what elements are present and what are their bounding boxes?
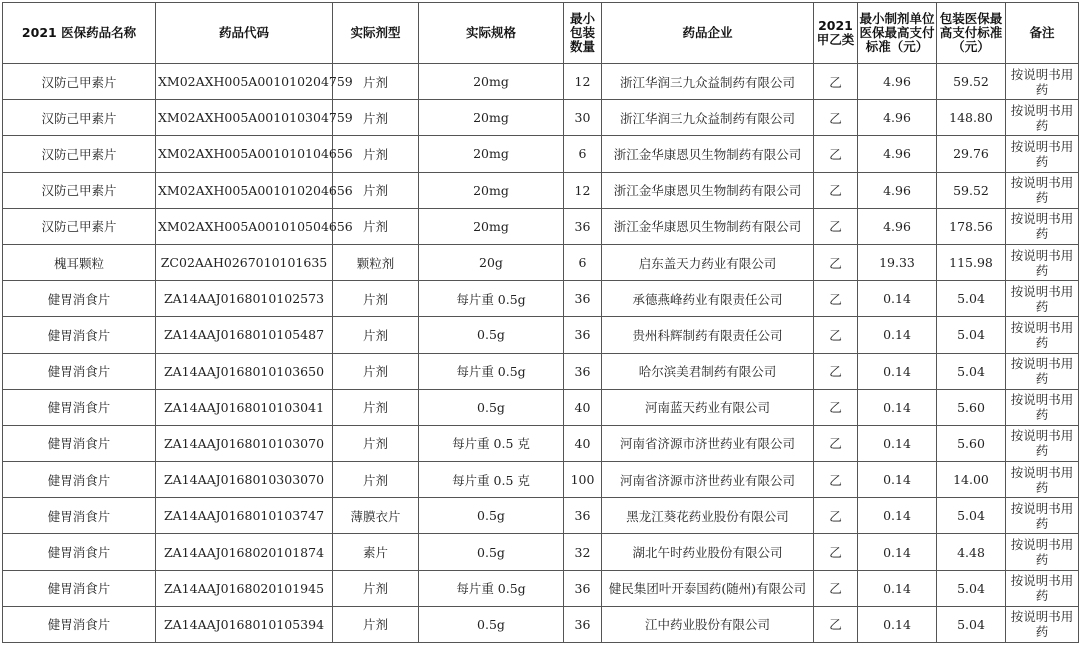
header-code: 药品代码 <box>156 3 333 64</box>
cell-pack-price: 5.04 <box>937 317 1006 353</box>
cell-code: XM02AXH005A001010504656 <box>156 208 333 244</box>
cell-pack-price: 14.00 <box>937 462 1006 498</box>
cell-remark: 按说明书用药 <box>1006 534 1079 570</box>
table-row <box>3 317 1079 353</box>
cell-remark: 按说明书用药 <box>1006 353 1079 389</box>
header-category: 2021甲乙类 <box>814 3 858 64</box>
cell-category: 乙 <box>814 498 858 534</box>
header-spec: 实际规格 <box>419 3 564 64</box>
cell-min-pack: 40 <box>564 389 602 425</box>
cell-name: 汉防己甲素片 <box>3 172 156 208</box>
cell-dosage-form: 薄膜衣片 <box>333 498 419 534</box>
cell-unit-price: 0.14 <box>858 353 937 389</box>
cell-unit-price: 0.14 <box>858 534 937 570</box>
cell-min-pack: 32 <box>564 534 602 570</box>
table-row <box>3 570 1079 606</box>
cell-spec: 每片重 0.5 克 <box>419 462 564 498</box>
cell-category: 乙 <box>814 389 858 425</box>
cell-dosage-form: 片剂 <box>333 353 419 389</box>
cell-remark: 按说明书用药 <box>1006 570 1079 606</box>
cell-pack-price: 29.76 <box>937 136 1006 172</box>
cell-code: ZA14AAJ0168010103747 <box>156 498 333 534</box>
table-row <box>3 462 1079 498</box>
cell-code: ZA14AAJ0168010105487 <box>156 317 333 353</box>
cell-company: 河南蓝天药业有限公司 <box>602 389 814 425</box>
cell-pack-price: 115.98 <box>937 244 1006 280</box>
cell-name: 槐耳颗粒 <box>3 244 156 280</box>
cell-min-pack: 12 <box>564 172 602 208</box>
cell-pack-price: 5.04 <box>937 606 1006 642</box>
header-company: 药品企业 <box>602 3 814 64</box>
table-header-row <box>3 3 1079 64</box>
cell-name: 健胃消食片 <box>3 534 156 570</box>
cell-min-pack: 36 <box>564 317 602 353</box>
cell-dosage-form: 片剂 <box>333 606 419 642</box>
cell-category: 乙 <box>814 534 858 570</box>
cell-company: 承德燕峰药业有限责任公司 <box>602 281 814 317</box>
cell-code: ZC02AAH0267010101635 <box>156 244 333 280</box>
cell-remark: 按说明书用药 <box>1006 462 1079 498</box>
cell-dosage-form: 颗粒剂 <box>333 244 419 280</box>
cell-min-pack: 36 <box>564 353 602 389</box>
cell-remark: 按说明书用药 <box>1006 281 1079 317</box>
cell-name: 健胃消食片 <box>3 353 156 389</box>
cell-unit-price: 0.14 <box>858 498 937 534</box>
cell-code: XM02AXH005A001010204759 <box>156 64 333 100</box>
cell-dosage-form: 片剂 <box>333 570 419 606</box>
cell-remark: 按说明书用药 <box>1006 389 1079 425</box>
cell-category: 乙 <box>814 244 858 280</box>
cell-name: 健胃消食片 <box>3 570 156 606</box>
cell-min-pack: 6 <box>564 244 602 280</box>
cell-unit-price: 4.96 <box>858 100 937 136</box>
cell-category: 乙 <box>814 64 858 100</box>
header-min-pack: 最小包装数量 <box>564 3 602 64</box>
cell-code: ZA14AAJ0168010103041 <box>156 389 333 425</box>
cell-unit-price: 4.96 <box>858 208 937 244</box>
cell-min-pack: 36 <box>564 570 602 606</box>
cell-dosage-form: 片剂 <box>333 317 419 353</box>
cell-code: XM02AXH005A001010204656 <box>156 172 333 208</box>
cell-name: 健胃消食片 <box>3 389 156 425</box>
cell-name: 汉防己甲素片 <box>3 136 156 172</box>
table-row <box>3 136 1079 172</box>
cell-name: 健胃消食片 <box>3 462 156 498</box>
cell-unit-price: 0.14 <box>858 389 937 425</box>
table-row <box>3 100 1079 136</box>
drug-price-table <box>2 2 1079 643</box>
cell-remark: 按说明书用药 <box>1006 136 1079 172</box>
cell-remark: 按说明书用药 <box>1006 425 1079 461</box>
header-name: 2021 医保药品名称 <box>3 3 156 64</box>
cell-dosage-form: 片剂 <box>333 100 419 136</box>
cell-pack-price: 5.04 <box>937 281 1006 317</box>
cell-company: 启东盖天力药业有限公司 <box>602 244 814 280</box>
table-row <box>3 244 1079 280</box>
cell-category: 乙 <box>814 136 858 172</box>
table-row <box>3 208 1079 244</box>
cell-name: 汉防己甲素片 <box>3 64 156 100</box>
cell-company: 湖北午时药业股份有限公司 <box>602 534 814 570</box>
table-row <box>3 64 1079 100</box>
cell-category: 乙 <box>814 100 858 136</box>
cell-remark: 按说明书用药 <box>1006 498 1079 534</box>
cell-unit-price: 0.14 <box>858 317 937 353</box>
cell-remark: 按说明书用药 <box>1006 317 1079 353</box>
cell-category: 乙 <box>814 281 858 317</box>
cell-pack-price: 59.52 <box>937 172 1006 208</box>
cell-code: ZA14AAJ0168010303070 <box>156 462 333 498</box>
table-row <box>3 498 1079 534</box>
header-remark: 备注 <box>1006 3 1079 64</box>
cell-spec: 每片重 0.5 克 <box>419 425 564 461</box>
cell-spec: 每片重 0.5g <box>419 281 564 317</box>
cell-min-pack: 36 <box>564 606 602 642</box>
cell-company: 河南省济源市济世药业有限公司 <box>602 425 814 461</box>
cell-spec: 0.5g <box>419 389 564 425</box>
cell-code: ZA14AAJ0168010105394 <box>156 606 333 642</box>
table-row <box>3 606 1079 642</box>
cell-spec: 每片重 0.5g <box>419 570 564 606</box>
cell-remark: 按说明书用药 <box>1006 208 1079 244</box>
cell-remark: 按说明书用药 <box>1006 100 1079 136</box>
cell-pack-price: 5.60 <box>937 389 1006 425</box>
cell-min-pack: 40 <box>564 425 602 461</box>
cell-company: 哈尔滨美君制药有限公司 <box>602 353 814 389</box>
cell-min-pack: 36 <box>564 281 602 317</box>
cell-company: 浙江金华康恩贝生物制药有限公司 <box>602 136 814 172</box>
cell-company: 江中药业股份有限公司 <box>602 606 814 642</box>
cell-unit-price: 0.14 <box>858 462 937 498</box>
cell-category: 乙 <box>814 606 858 642</box>
cell-dosage-form: 片剂 <box>333 136 419 172</box>
cell-dosage-form: 素片 <box>333 534 419 570</box>
table-row <box>3 425 1079 461</box>
cell-dosage-form: 片剂 <box>333 462 419 498</box>
cell-unit-price: 0.14 <box>858 606 937 642</box>
cell-min-pack: 6 <box>564 136 602 172</box>
cell-min-pack: 30 <box>564 100 602 136</box>
table-row <box>3 353 1079 389</box>
cell-pack-price: 148.80 <box>937 100 1006 136</box>
table-row <box>3 172 1079 208</box>
cell-unit-price: 4.96 <box>858 172 937 208</box>
cell-category: 乙 <box>814 172 858 208</box>
cell-min-pack: 100 <box>564 462 602 498</box>
cell-dosage-form: 片剂 <box>333 389 419 425</box>
table-body <box>3 64 1079 643</box>
cell-category: 乙 <box>814 208 858 244</box>
cell-remark: 按说明书用药 <box>1006 64 1079 100</box>
cell-remark: 按说明书用药 <box>1006 606 1079 642</box>
cell-unit-price: 0.14 <box>858 570 937 606</box>
cell-category: 乙 <box>814 353 858 389</box>
cell-spec: 0.5g <box>419 606 564 642</box>
cell-category: 乙 <box>814 317 858 353</box>
cell-dosage-form: 片剂 <box>333 172 419 208</box>
table-row <box>3 534 1079 570</box>
cell-unit-price: 4.96 <box>858 136 937 172</box>
cell-code: ZA14AAJ0168020101945 <box>156 570 333 606</box>
cell-min-pack: 36 <box>564 498 602 534</box>
cell-pack-price: 178.56 <box>937 208 1006 244</box>
cell-code: XM02AXH005A001010304759 <box>156 100 333 136</box>
cell-company: 浙江华润三九众益制药有限公司 <box>602 100 814 136</box>
header-pack-price: 包装医保最高支付标准（元） <box>937 3 1006 64</box>
header-dosage-form: 实际剂型 <box>333 3 419 64</box>
cell-remark: 按说明书用药 <box>1006 244 1079 280</box>
cell-code: ZA14AAJ0168010103650 <box>156 353 333 389</box>
cell-code: ZA14AAJ0168010103070 <box>156 425 333 461</box>
cell-category: 乙 <box>814 462 858 498</box>
cell-company: 浙江华润三九众益制药有限公司 <box>602 64 814 100</box>
cell-unit-price: 0.14 <box>858 425 937 461</box>
cell-spec: 20mg <box>419 64 564 100</box>
cell-company: 贵州科辉制药有限责任公司 <box>602 317 814 353</box>
cell-name: 健胃消食片 <box>3 281 156 317</box>
cell-spec: 20mg <box>419 172 564 208</box>
cell-remark: 按说明书用药 <box>1006 172 1079 208</box>
cell-dosage-form: 片剂 <box>333 425 419 461</box>
cell-name: 汉防己甲素片 <box>3 208 156 244</box>
cell-pack-price: 5.04 <box>937 353 1006 389</box>
header-unit-price: 最小制剂单位医保最高支付标准（元） <box>858 3 937 64</box>
cell-name: 汉防己甲素片 <box>3 100 156 136</box>
cell-code: ZA14AAJ0168020101874 <box>156 534 333 570</box>
cell-name: 健胃消食片 <box>3 606 156 642</box>
cell-spec: 20mg <box>419 136 564 172</box>
cell-dosage-form: 片剂 <box>333 208 419 244</box>
cell-spec: 20mg <box>419 208 564 244</box>
cell-dosage-form: 片剂 <box>333 281 419 317</box>
cell-name: 健胃消食片 <box>3 317 156 353</box>
cell-spec: 20mg <box>419 100 564 136</box>
cell-code: ZA14AAJ0168010102573 <box>156 281 333 317</box>
cell-company: 黑龙江葵花药业股份有限公司 <box>602 498 814 534</box>
cell-spec: 每片重 0.5g <box>419 353 564 389</box>
cell-unit-price: 4.96 <box>858 64 937 100</box>
cell-pack-price: 59.52 <box>937 64 1006 100</box>
cell-company: 浙江金华康恩贝生物制药有限公司 <box>602 208 814 244</box>
cell-spec: 0.5g <box>419 534 564 570</box>
table-row <box>3 281 1079 317</box>
cell-name: 健胃消食片 <box>3 425 156 461</box>
cell-category: 乙 <box>814 570 858 606</box>
cell-unit-price: 19.33 <box>858 244 937 280</box>
cell-name: 健胃消食片 <box>3 498 156 534</box>
cell-pack-price: 5.60 <box>937 425 1006 461</box>
cell-company: 浙江金华康恩贝生物制药有限公司 <box>602 172 814 208</box>
cell-company: 河南省济源市济世药业有限公司 <box>602 462 814 498</box>
cell-category: 乙 <box>814 425 858 461</box>
cell-unit-price: 0.14 <box>858 281 937 317</box>
cell-dosage-form: 片剂 <box>333 64 419 100</box>
cell-pack-price: 5.04 <box>937 498 1006 534</box>
table-row <box>3 389 1079 425</box>
cell-code: XM02AXH005A001010104656 <box>156 136 333 172</box>
cell-pack-price: 5.04 <box>937 570 1006 606</box>
cell-pack-price: 4.48 <box>937 534 1006 570</box>
cell-spec: 0.5g <box>419 317 564 353</box>
cell-min-pack: 12 <box>564 64 602 100</box>
cell-spec: 20g <box>419 244 564 280</box>
cell-company: 健民集团叶开泰国药(随州)有限公司 <box>602 570 814 606</box>
cell-spec: 0.5g <box>419 498 564 534</box>
cell-min-pack: 36 <box>564 208 602 244</box>
